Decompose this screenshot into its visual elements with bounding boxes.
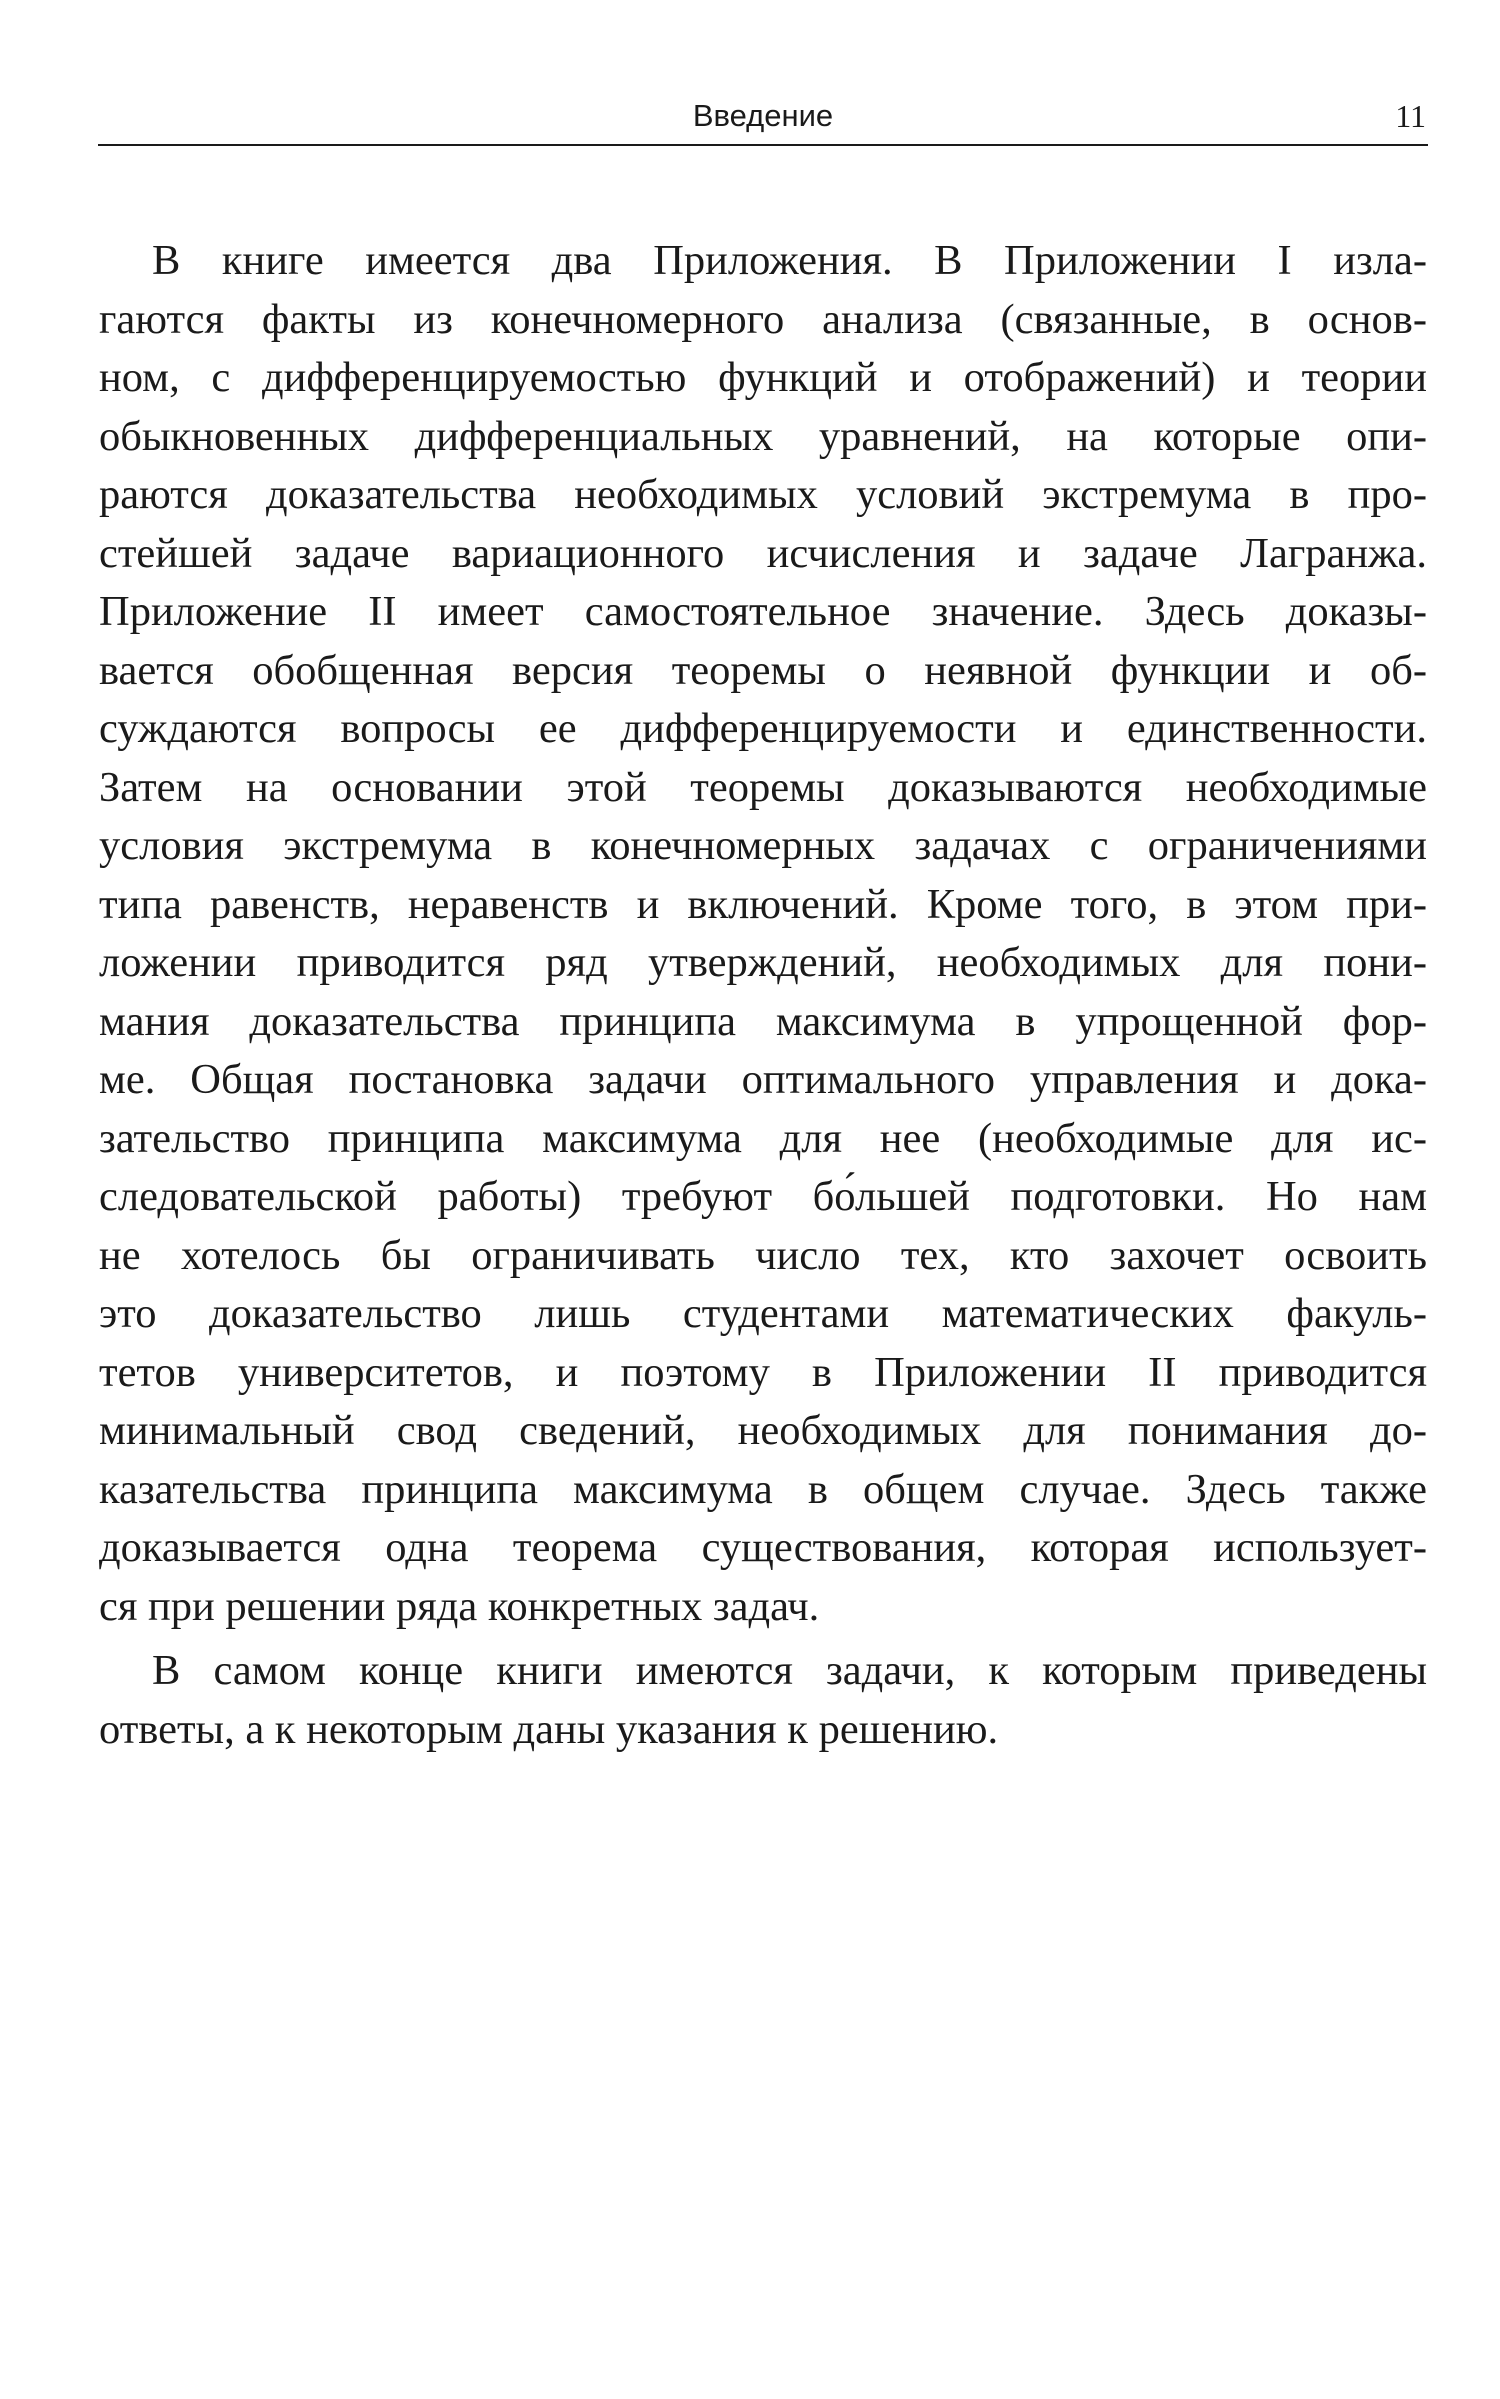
- text-line: не хотелось бы ограничивать число тех, кто захочет освоить: [99, 1231, 1427, 1279]
- text-line: минимальный свод сведений, необходимых для понимания до-: [99, 1407, 1427, 1454]
- text-line: В самом конце книги имеются задачи, к которым приведены: [152, 1647, 1427, 1694]
- text-line: доказывается одна теорема существования, которая использует-: [99, 1524, 1427, 1571]
- text-line: условия экстремума в конечномерных задачах с ограничениями: [99, 822, 1427, 869]
- text-line: Затем на основании этой теоремы доказываются необходимые: [99, 763, 1427, 811]
- body-text: [99, 232, 1427, 1759]
- paragraph-1: [99, 232, 1427, 1636]
- text-line: следовательской работы) требуют бо́льшей подготовки. Но нам: [99, 1173, 1427, 1220]
- text-line: мания доказательства принципа максимума в упрощенной фор-: [99, 997, 1427, 1045]
- text-line: Приложение II имеет самостоятельное значение. Здесь доказы-: [99, 588, 1427, 635]
- text-line: ложении приводится ряд утверждений, необходимых для пони-: [99, 939, 1427, 986]
- text-line: стейшей задаче вариационного исчисления и задаче Лагранжа.: [99, 529, 1427, 577]
- text-line: вается обобщенная версия теоремы о неявной функции и об-: [99, 646, 1427, 694]
- text-line: ответы, а к некоторым даны указания к решению.: [99, 1705, 999, 1753]
- text-line: обыкновенных дифференциальных уравнений, на которые опи-: [99, 412, 1427, 460]
- text-line: казательства принципа максимума в общем случае. Здесь также: [99, 1465, 1427, 1513]
- page-number: 11: [1395, 98, 1426, 134]
- text-line: ном, с дифференцируемостью функций и отображений) и теории: [99, 354, 1427, 401]
- page-header: [98, 92, 1428, 146]
- text-line: зательство принципа максимума для нее (необходимые для ис-: [99, 1114, 1427, 1162]
- text-line: тетов университетов, и поэтому в Приложении II приводится: [99, 1348, 1427, 1396]
- running-title: Введение: [692, 98, 834, 133]
- text-line: ме. Общая постановка задачи оптимального управления и дока-: [99, 1056, 1427, 1103]
- text-line: гаются факты из конечномерного анализа (связанные, в основ-: [99, 295, 1427, 343]
- paragraph-2: [99, 1642, 1427, 1759]
- text-line: В книге имеется два Приложения. В Приложении I изла-: [152, 237, 1427, 284]
- text-line: суждаются вопросы ее дифференцируемости и единственности.: [99, 705, 1427, 752]
- text-line: типа равенств, неравенств и включений. Кроме того, в этом при-: [99, 880, 1427, 928]
- text-line: раются доказательства необходимых условий экстремума в про-: [99, 471, 1427, 518]
- text-line: это доказательство лишь студентами математических факуль-: [99, 1290, 1427, 1337]
- text-line: ся при решении ряда конкретных задач.: [99, 1582, 820, 1630]
